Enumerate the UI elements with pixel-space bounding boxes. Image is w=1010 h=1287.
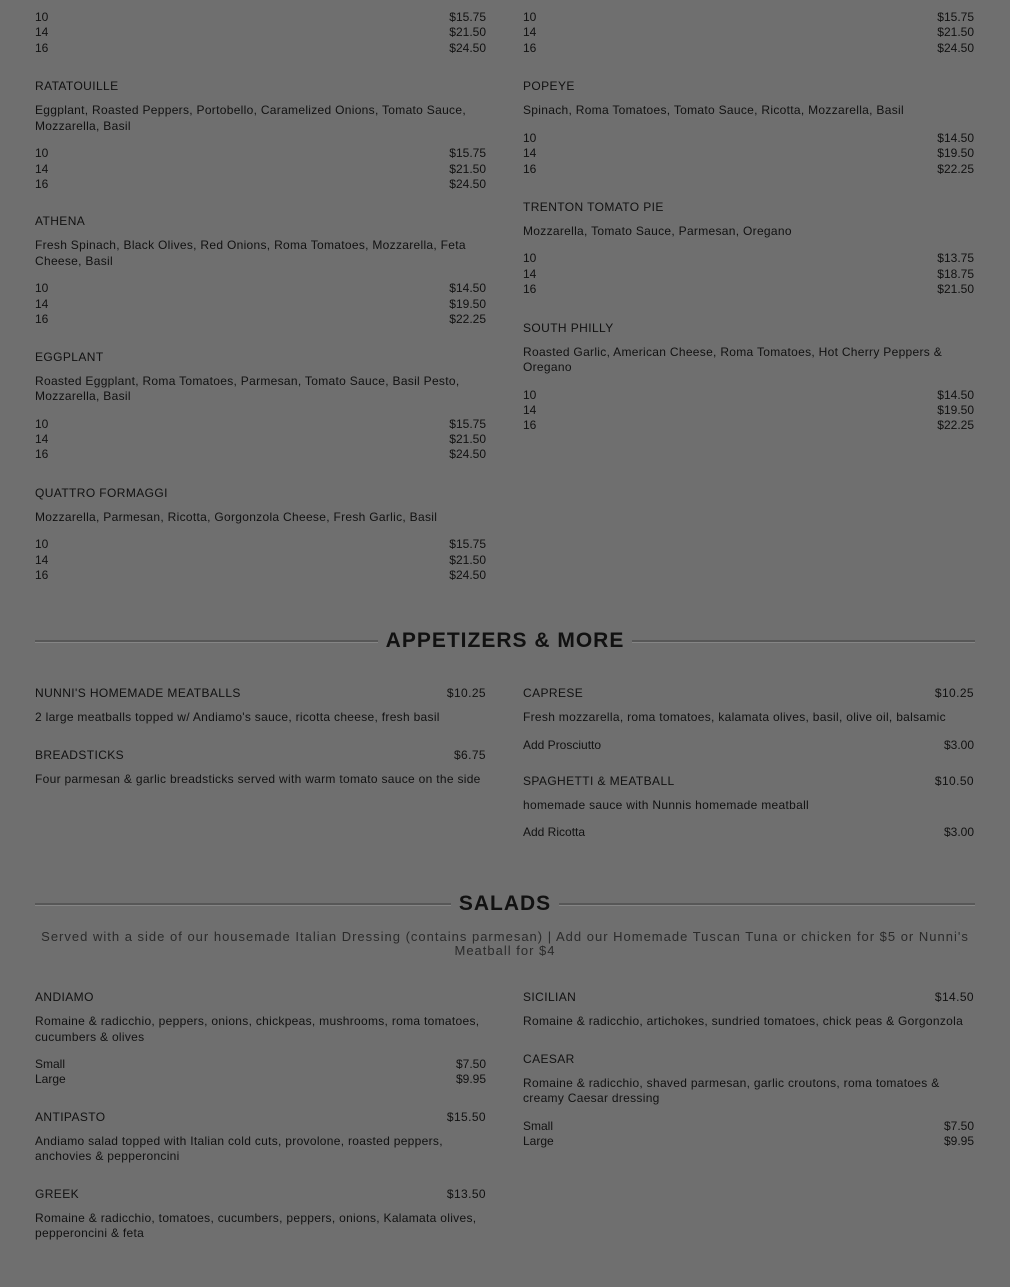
size-price: $7.50 [943,1118,974,1133]
item-description: Roasted Eggplant, Roma Tomatoes, Parmesan, Tomato Sauce, Basil Pesto, Mozzarella, Basil [35,373,460,404]
size-price: $24.50 [449,568,486,583]
size-row [35,553,486,568]
size-row [523,146,974,161]
size-label: 16 [523,418,537,433]
item-name: TRENTON TOMATO PIE [523,199,664,214]
item-description: Eggplant, Roasted Peppers, Portobello, Caramelized Onions, Tomato Sauce, Mozzarella, Basil [35,103,466,133]
size-row [523,282,974,297]
size-price-list [35,146,486,192]
item-description: Romaine & radicchio, peppers, onions, chickpeas, mushrooms, roma tomatoes, cucumbers & olives [35,1014,480,1044]
item-price: $10.50 [934,773,974,788]
size-row [35,281,486,296]
item-description: Mozzarella, Tomato Sauce, Parmesan, Oregano [523,223,792,238]
size-label: 10 [523,10,537,24]
item-name: SPAGHETTI & MEATBALL [523,773,675,788]
addon-row [523,738,974,752]
item-name: QUATTRO FORMAGGI [35,485,168,500]
menu-item-ratatouille [35,79,486,192]
menu-item-popeye [523,79,974,177]
size-price: $24.50 [449,447,486,462]
size-price: $13.75 [937,251,974,266]
menu-item-antipasto [35,1110,486,1165]
size-row [35,297,486,312]
size-label: Small [35,1057,66,1071]
item-description: Andiamo salad topped with Italian cold cuts, provolone, roasted peppers, anchovies & pepperoncini [35,1133,443,1164]
size-row [35,447,486,462]
size-label: 10 [35,10,49,24]
size-label: 10 [523,387,537,402]
size-label: Large [35,1072,66,1087]
item-description: Fresh mozzarella, roma tomatoes, kalamata olives, basil, olive oil, balsamic [523,710,946,724]
salads-column-left [35,990,486,1242]
size-row [523,131,974,146]
menu-item-spaghetti-meatball [523,774,974,840]
size-row [523,162,974,177]
size-label: 14 [523,403,537,418]
size-row [35,10,486,25]
size-row [523,25,974,40]
menu-item-trenton-tomato-pie [523,200,974,298]
item-description: homemade sauce with Nunnis homemade meatball [523,797,810,812]
size-label: 14 [523,266,537,281]
size-price: $24.50 [937,40,974,55]
size-price: $15.75 [937,10,974,24]
size-price: $21.50 [449,552,486,567]
size-price-list [523,1119,974,1150]
size-label: 10 [35,416,49,431]
size-label: 16 [35,177,49,192]
size-price: $24.50 [449,177,486,192]
size-row [523,388,974,403]
size-price: $21.50 [449,432,486,447]
size-row [523,251,974,266]
size-price: $15.75 [449,416,486,431]
size-row [35,432,486,447]
size-price: $19.50 [937,146,974,161]
size-label: 10 [523,130,537,145]
size-row [35,162,486,177]
item-name: NUNNI'S HOMEMADE MEATBALLS [35,686,241,700]
size-price: $9.95 [943,1133,974,1148]
item-name: GREEK [35,1186,80,1201]
size-row [35,177,486,192]
size-price-list [523,388,974,434]
size-row [35,537,486,552]
addon-label: Add Ricotta [523,825,586,839]
size-label: 16 [523,282,537,297]
salads-column-right [523,990,974,1149]
item-name: CAESAR [523,1051,575,1066]
item-description: Fresh Spinach, Black Olives, Red Onions, Roma Tomatoes, Mozzarella, Feta Cheese, Basil [35,238,466,268]
size-label: 16 [523,40,537,55]
menu-item [35,10,486,56]
menu-item-eggplant [35,350,486,463]
menu-item-caesar [523,1052,974,1150]
size-price: $19.50 [449,296,486,311]
menu-item [523,10,974,56]
menu-item-athena [35,214,486,327]
divider-line [632,640,975,643]
size-label: 16 [35,568,49,583]
item-price: $6.75 [453,747,486,762]
size-label: 14 [35,25,49,40]
size-price-list [523,10,974,56]
size-price: $19.50 [937,403,974,418]
size-label: 16 [523,161,537,176]
size-label: Small [523,1118,554,1133]
size-price: $21.50 [937,282,974,297]
item-price: $15.50 [446,1109,486,1124]
item-price: $14.50 [934,990,974,1004]
size-price: $9.95 [455,1072,486,1087]
size-price: $21.50 [449,25,486,40]
size-label: 10 [35,537,49,552]
menu-item-sicilian [523,990,974,1030]
size-row [523,1119,974,1134]
size-price: $22.25 [937,161,974,176]
size-price-list [35,1057,486,1088]
divider-line [35,903,451,906]
size-price: $21.50 [937,25,974,40]
item-description: Mozzarella, Parmesan, Ricotta, Gorgonzola Cheese, Fresh Garlic, Basil [35,509,438,524]
item-name: RATATOUILLE [35,79,119,94]
size-price: $21.50 [449,161,486,176]
section-header-appetizers [35,629,975,653]
size-price-list [523,131,974,177]
divider-line [559,903,975,906]
item-description: Romaine & radicchio, shaved parmesan, garlic croutons, roma tomatoes & creamy Caesar dressing [523,1075,940,1105]
item-name: ANTIPASTO [35,1109,106,1124]
size-row [35,312,486,327]
size-price: $24.50 [449,40,486,55]
addon-row [523,825,974,839]
size-label: 14 [523,146,537,161]
appetizers-column-right [523,686,974,839]
size-label: 14 [35,552,49,567]
size-price: $22.25 [937,418,974,433]
size-price: $22.25 [449,312,486,327]
item-name: EGGPLANT [35,349,104,364]
addon-label: Add Prosciutto [523,737,602,752]
section-header-salads [35,892,975,916]
item-description: Romaine & radicchio, tomatoes, cucumbers, peppers, onions, Kalamata olives, pepperoncini & feta [35,1210,477,1241]
section-title: SALADS [458,892,552,915]
size-price-list [35,10,486,56]
item-name: CAPRESE [523,686,584,700]
size-row [523,41,974,56]
size-price: $14.50 [449,281,486,296]
size-price: $14.50 [937,387,974,402]
item-description: Four parmesan & garlic breadsticks served with warm tomato sauce on the side [35,771,481,786]
size-row [35,146,486,161]
size-row [523,10,974,25]
menu-item-quattro-formaggi [35,486,486,584]
size-row [35,41,486,56]
size-row [35,568,486,583]
size-row [523,418,974,433]
size-label: 16 [35,447,49,462]
size-price: $7.50 [455,1057,486,1071]
item-price: $10.25 [934,686,974,700]
size-price-list [523,251,974,297]
pizza-column-right [523,10,974,434]
pizza-column-left [35,10,486,584]
section-title: APPETIZERS & MORE [385,629,625,652]
size-row [35,1057,486,1072]
size-row [523,267,974,282]
item-description: Romaine & radicchio, artichokes, sundried tomatoes, chick peas & Gorgonzola [523,1014,964,1028]
size-price: $15.75 [449,537,486,552]
size-price: $14.50 [937,130,974,145]
size-label: 10 [35,146,49,161]
size-label: 16 [35,40,49,55]
size-label: 10 [523,251,537,266]
size-label: 14 [35,296,49,311]
size-row [35,1072,486,1087]
size-row [35,25,486,40]
item-name: SOUTH PHILLY [523,320,614,335]
size-label: 16 [35,312,49,327]
size-row [523,1134,974,1149]
size-label: 10 [35,281,49,296]
item-name: ATHENA [35,214,86,229]
appetizers-column-left [35,686,486,787]
size-price: $15.75 [449,146,486,161]
item-description: Spinach, Roma Tomatoes, Tomato Sauce, Ricotta, Mozzarella, Basil [523,103,904,118]
size-price: $15.75 [449,10,486,24]
item-price: $13.50 [446,1186,486,1201]
menu-item-andiamo [35,990,486,1088]
item-name: ANDIAMO [35,990,94,1004]
size-price-list [35,537,486,583]
size-row [35,417,486,432]
size-price-list [35,281,486,327]
item-description: Roasted Garlic, American Cheese, Roma Tomatoes, Hot Cherry Peppers & Oregano [523,344,943,375]
size-label: 14 [35,161,49,176]
menu-item-greek [35,1187,486,1242]
addon-price: $3.00 [943,825,974,839]
item-name: SICILIAN [523,990,577,1004]
item-description: 2 large meatballs topped w/ Andiamo's sauce, ricotta cheese, fresh basil [35,710,440,724]
size-label: Large [523,1133,554,1148]
size-row [523,403,974,418]
item-name: BREADSTICKS [35,747,125,762]
size-price-list [35,417,486,463]
menu-item-breadsticks [35,748,486,788]
divider-line [35,640,378,643]
size-label: 14 [35,432,49,447]
menu-item-south-philly [523,321,974,434]
item-name: POPEYE [523,79,575,94]
menu-item-meatballs [35,686,486,726]
item-price: $10.25 [446,686,486,700]
menu-item-caprese [523,686,974,752]
addon-price: $3.00 [943,737,974,752]
section-subtitle: Served with a side of our housemade Italian Dressing (contains parmesan) | Add our Homemade Tuscan Tuna or chicken for $5 or Nunni's Meatball for $4 [41,929,969,958]
size-price: $18.75 [937,266,974,281]
size-label: 14 [523,25,537,40]
